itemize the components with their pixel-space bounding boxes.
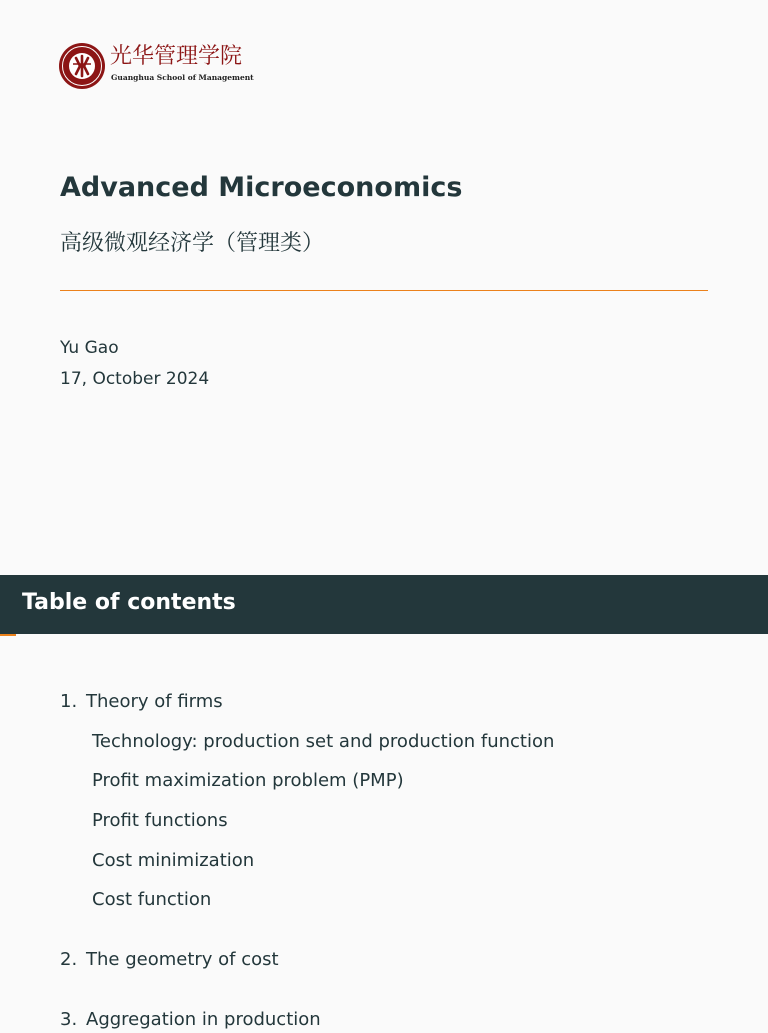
toc-section-number: 3.: [60, 1009, 78, 1030]
toc-slide: [0, 575, 768, 1030]
toc-section-label: Theory of firms: [86, 691, 223, 712]
presentation-title: Advanced Microeconomics: [60, 172, 463, 203]
presentation-date: 17, October 2024: [60, 369, 210, 389]
guanghua-logo: [58, 42, 254, 94]
progress-bar: [0, 634, 16, 636]
title-separator: [60, 290, 708, 291]
peking-university-seal-icon: [58, 42, 106, 90]
author-name: Yu Gao: [60, 338, 119, 358]
toc-subsection-cost-function[interactable]: Cost function: [92, 889, 212, 911]
toc-subsection-pmp[interactable]: Profit maximization problem (PMP): [92, 770, 404, 792]
toc-section-theory-of-firms[interactable]: [60, 689, 750, 715]
toc-section-number: 2.: [60, 949, 78, 970]
toc-subsection-profit-functions[interactable]: Profit functions: [92, 810, 228, 832]
toc-list: [60, 689, 750, 1030]
toc-section-label: Aggregation in production: [86, 1009, 321, 1030]
frame-title-bar: [0, 575, 768, 634]
logo-chinese-name: 光华管理学院: [110, 44, 243, 69]
toc-section-number: 1.: [60, 691, 78, 712]
presentation-subtitle: 高级微观经济学（管理类）: [60, 231, 325, 256]
toc-section-label: The geometry of cost: [86, 949, 279, 970]
toc-subsection-cost-minimization[interactable]: Cost minimization: [92, 849, 255, 871]
logo-english-name: Guanghua School of Management: [111, 73, 254, 82]
toc-section-geometry-of-cost[interactable]: [60, 947, 279, 973]
frame-title: Table of contents: [22, 590, 236, 615]
toc-section-aggregation[interactable]: [60, 1007, 321, 1033]
toc-subsection-technology[interactable]: Technology: production set and production function: [92, 730, 555, 752]
